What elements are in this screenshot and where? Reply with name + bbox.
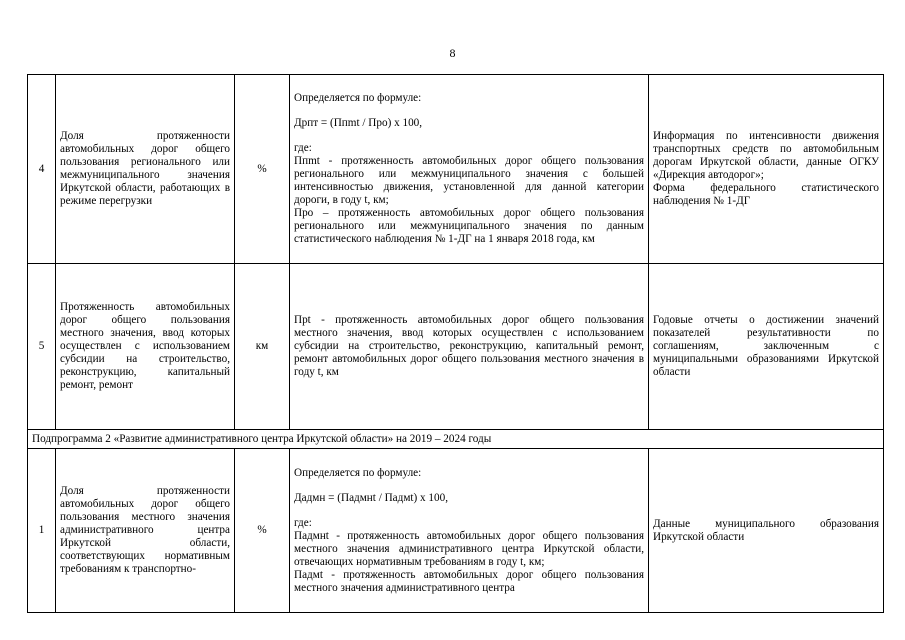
indicator-name: Доля протяженности автомобильных дорог общего пользования регионального или межмуниципального значения Иркутской области, работающих в режиме перегрузки xyxy=(56,75,235,264)
formula-definition: Падмt - протяженность автомобильных дорог общего пользования местного значения административного центра xyxy=(294,568,644,594)
unit-cell: % xyxy=(235,449,290,613)
formula: Дадмн = (Падмнt / Падмt) х 100, xyxy=(294,491,449,504)
indicator-name: Протяженность автомобильных дорог общего пользования местного значения, ввод которых осуществлен с использованием субсидии на строительство, реконструкцию, капитальный ремонт, ремонт xyxy=(56,264,235,430)
formula-intro: Определяется по формуле: xyxy=(294,92,422,104)
unit-cell: % xyxy=(235,75,290,264)
table-row xyxy=(28,264,884,430)
indicators-table xyxy=(27,74,884,613)
page-number: 8 xyxy=(449,46,456,60)
formula: Дрпт = (Ппmt / Про) х 100, xyxy=(294,117,423,129)
row-number: 5 xyxy=(28,264,56,430)
subprogram-title: Подпрограмма 2 «Развитие административного центра Иркутской области» на 2019 – 2024 годы xyxy=(28,430,884,449)
table-row xyxy=(28,449,884,613)
formula-intro: Определяется по формуле: xyxy=(294,466,422,479)
row-number: 4 xyxy=(28,75,56,264)
row-number: 1 xyxy=(28,449,56,613)
source-cell xyxy=(649,75,884,264)
formula-definition: Падмнt - протяженность автомобильных дорог общего пользования местного значения административного центра Иркутской области, отвечающих нормативным требованиям в году t, км; xyxy=(294,529,644,568)
source-cell: Годовые отчеты о достижении значений показателей результативности по соглашениям, заключенным с муниципальными образованиями Иркутской области xyxy=(649,264,884,430)
source-cell: Данные муниципального образования Иркутской области xyxy=(649,449,884,613)
indicator-name: Доля протяженности автомобильных дорог общего пользования местного значения административного центра Иркутской области, соответствующих нормативным требованиям к транспортно- xyxy=(56,449,235,613)
formula-cell xyxy=(290,75,649,264)
formula-where: где: xyxy=(294,142,312,154)
formula-cell xyxy=(290,449,649,613)
source-text: Информация по интенсивности движения транспортных средств по автомобильным дорогам Иркутской области, данные ОГКУ «Дирекция автодорог»; Форма федерального статистического наблюдения № 1-ДГ xyxy=(653,130,879,207)
formula-where: где: xyxy=(294,516,312,529)
formula-cell: Прt - протяженность автомобильных дорог общего пользования местного значения, ввод которых осуществлен с использованием субсидии на строительство, реконструкцию, капитальный ремонт, ремонт автомобильных дорог общего пользования местного значения в году t, км xyxy=(290,264,649,430)
table-row xyxy=(28,75,884,264)
unit-cell: км xyxy=(235,264,290,430)
subprogram-row xyxy=(28,430,884,449)
formula-definition: Про – протяженность автомобильных дорог общего пользования регионального или межмуниципального значения по данным статистического наблюдения № 1-ДГ на 1 января 2018 года, км xyxy=(294,207,644,245)
formula-definition: Ппmt - протяженность автомобильных дорог общего пользования регионального или межмуниципального значения с большей интенсивностью движения, установленной для данной категории дороги, в году t, км; xyxy=(294,155,644,206)
